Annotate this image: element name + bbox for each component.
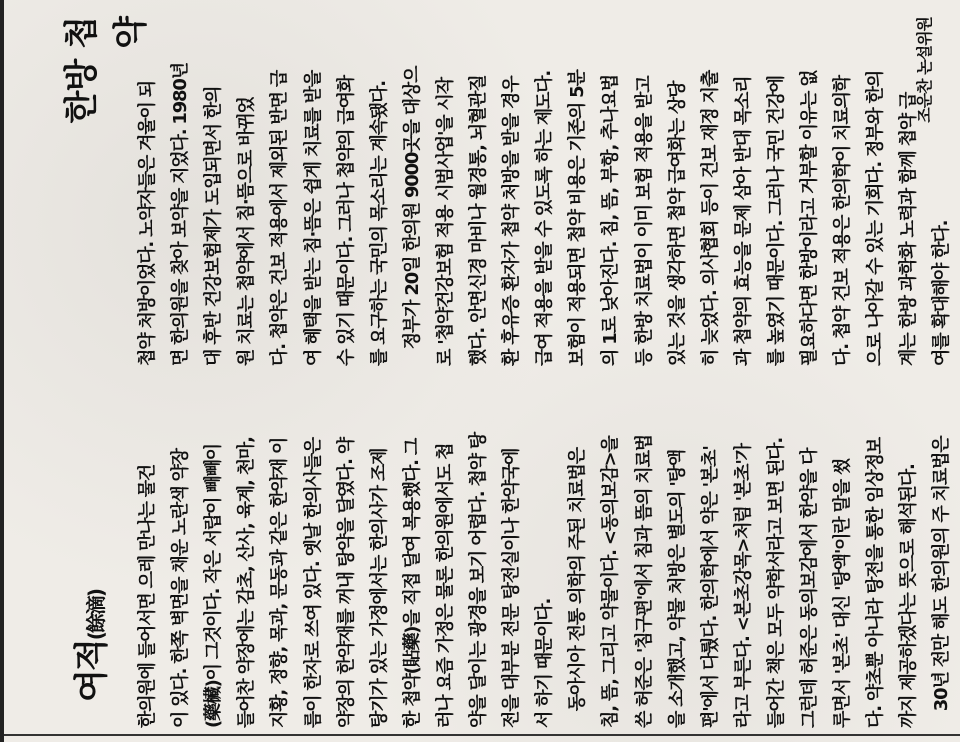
text-line: 전을 대부분 전문 탕전실이나 한약국에 bbox=[501, 448, 523, 728]
text-line: 을 소개했고, 약물 처방은 별도의 '탕액 bbox=[666, 449, 688, 728]
text-line: 침, 뜸, 그리고 약물이다. <동의보감>을 bbox=[600, 436, 622, 728]
text-line: 그런데 허준은 동의보감에서 한약을 다 bbox=[799, 448, 820, 728]
text-line: 를 높였기 때문이다. 그러나 국민 건강에 bbox=[765, 76, 787, 366]
text-line: 첩약 처방이었다. 노약자들은 겨울이 되 bbox=[137, 81, 158, 366]
column-title bbox=[64, 590, 113, 702]
text-line: (藥欌)이 그것이다. 작은 서랍이 빼빼이 bbox=[203, 444, 225, 728]
text-line: 여 혜택을 받는 침·뜸은 쉽게 치료를 받을 bbox=[302, 70, 324, 366]
column-title-text: 여적 bbox=[72, 640, 112, 702]
text-line: 지황, 정향, 목과, 문동과 같은 한약재 이 bbox=[269, 437, 291, 728]
text-line: 급여 적용을 받을 수 있도록 하는 제도다. bbox=[534, 70, 556, 366]
text-line: 까지 제공하겠다는 뜻으로 해석된다. bbox=[898, 464, 920, 728]
article-page bbox=[4, 0, 960, 742]
text-line: 수 있기 때문이다. 그러나 첩약의 급여화 bbox=[335, 76, 357, 366]
text-line: 동아시아 전통 의학의 주된 치료법은 bbox=[567, 448, 589, 728]
text-line: 들어간 책은 모두 약학서라고 보면 된다. bbox=[765, 438, 787, 728]
text-line: 루면서 '본초' 대신 '탕액'이란 말을 썼 bbox=[832, 458, 854, 728]
text-line: 30년 전만 해도 한의원의 주 치료법은 bbox=[931, 436, 953, 728]
text-line: 한의원에 들어서면 으레 만나는 물건 bbox=[137, 464, 158, 728]
text-line: 환 후유증 환자가 첩약 처방을 받을 경우 bbox=[501, 76, 523, 366]
text-line: 편'에서 다뤘다. 한의학에서 약은 '본초' bbox=[699, 446, 721, 728]
text-line: 계는 한방 과학화 노력과 함께 첩약 급 bbox=[898, 92, 920, 366]
text-line: 히 늦었다. 의사협회 등이 건보 재정 지출 bbox=[699, 70, 721, 366]
text-line: 대 후반 건강보험제가 도입되면서 한의 bbox=[203, 86, 225, 366]
text-line: 약장의 한약재를 꺼내 탕약을 달였다. 약 bbox=[335, 438, 357, 728]
text-line: 약을 달이는 광경을 보기 어렵다. 첩약 탕 bbox=[468, 432, 489, 728]
text-line: 쓴 허준은 '침구편'에서 침과 뜸의 치료법 bbox=[633, 435, 655, 728]
byline: 조운찬 논설위원 bbox=[915, 17, 934, 123]
text-line: 한 첩약(貼藥)을 직접 달여 복용했다. 그 bbox=[401, 438, 423, 728]
text-line: 여를 확대해야 한다. bbox=[931, 220, 953, 366]
text-line: 러나 요즘 가정은 물론 한의원에서도 첩 bbox=[434, 443, 456, 728]
text-line: 를 요구하는 국민의 목소리는 계속됐다. bbox=[368, 81, 390, 366]
text-line: 으로 나아갈 수 있는 기회다. 정부와 한의 bbox=[865, 70, 887, 366]
text-line: 라고 부른다. <본초강목>처럼 '본초'가 bbox=[732, 444, 754, 728]
text-line: 다. 약초뿐 아니라 탕전을 통한 임상정보 bbox=[865, 438, 887, 728]
text-line: 등 한방 치료법이 이미 보험 적용을 받고 bbox=[633, 76, 655, 366]
text-line: 다. 첩약 건보 적용은 한의학이 치료의학 bbox=[832, 76, 854, 366]
text-line: 로 '첩약건강보험 적용 시범사업'을 시작 bbox=[434, 78, 456, 366]
text-line: 의 1로 낮아진다. 침, 뜸, 부항, 추나요법 bbox=[600, 75, 622, 366]
text-line: 서 하기 때문이다. bbox=[534, 598, 556, 728]
text-line: 탕기가 있는 가정에서는 한의사가 조제 bbox=[368, 448, 390, 728]
text-line: 했다. 안면신경 마비나 월경통, 뇌혈관질 bbox=[468, 75, 489, 366]
text-line: 름이 한자로 쓰여 있다. 옛날 한의사들은 bbox=[302, 438, 324, 728]
text-line: 정부가 20일 한의원 9000곳을 대상으 bbox=[401, 66, 423, 366]
text-line: 들어찬 약장에는 감초, 산사, 육계, 천마, bbox=[236, 437, 258, 728]
text-line: 원 치료는 첩약에서 침·뜸으로 바뀌었 bbox=[236, 97, 258, 366]
text-line: 이 있다. 한쪽 벽면을 채운 노란색 약장 bbox=[170, 449, 192, 728]
text-line: 있는 것을 생각하면 첩약 급여화는 상당 bbox=[666, 81, 688, 366]
text-line: 필요하다면 한방이라고 거부할 이유는 없 bbox=[799, 70, 820, 366]
text-line: 보험이 적용되면 첩약 비용은 기존의 5분 bbox=[567, 70, 589, 366]
article-headline: 한방 첩약 bbox=[62, 17, 151, 124]
column-title-hanja: (餘滴) bbox=[84, 590, 108, 641]
text-line: 면 한의원을 찾아 보약을 지었다. 1980년 bbox=[170, 63, 192, 366]
text-line: 과 첩약의 효능을 문제 삼아 반대 목소리 bbox=[732, 76, 754, 366]
text-line: 다. 첩약은 건보 적용에서 제외된 반면 급 bbox=[269, 70, 291, 366]
